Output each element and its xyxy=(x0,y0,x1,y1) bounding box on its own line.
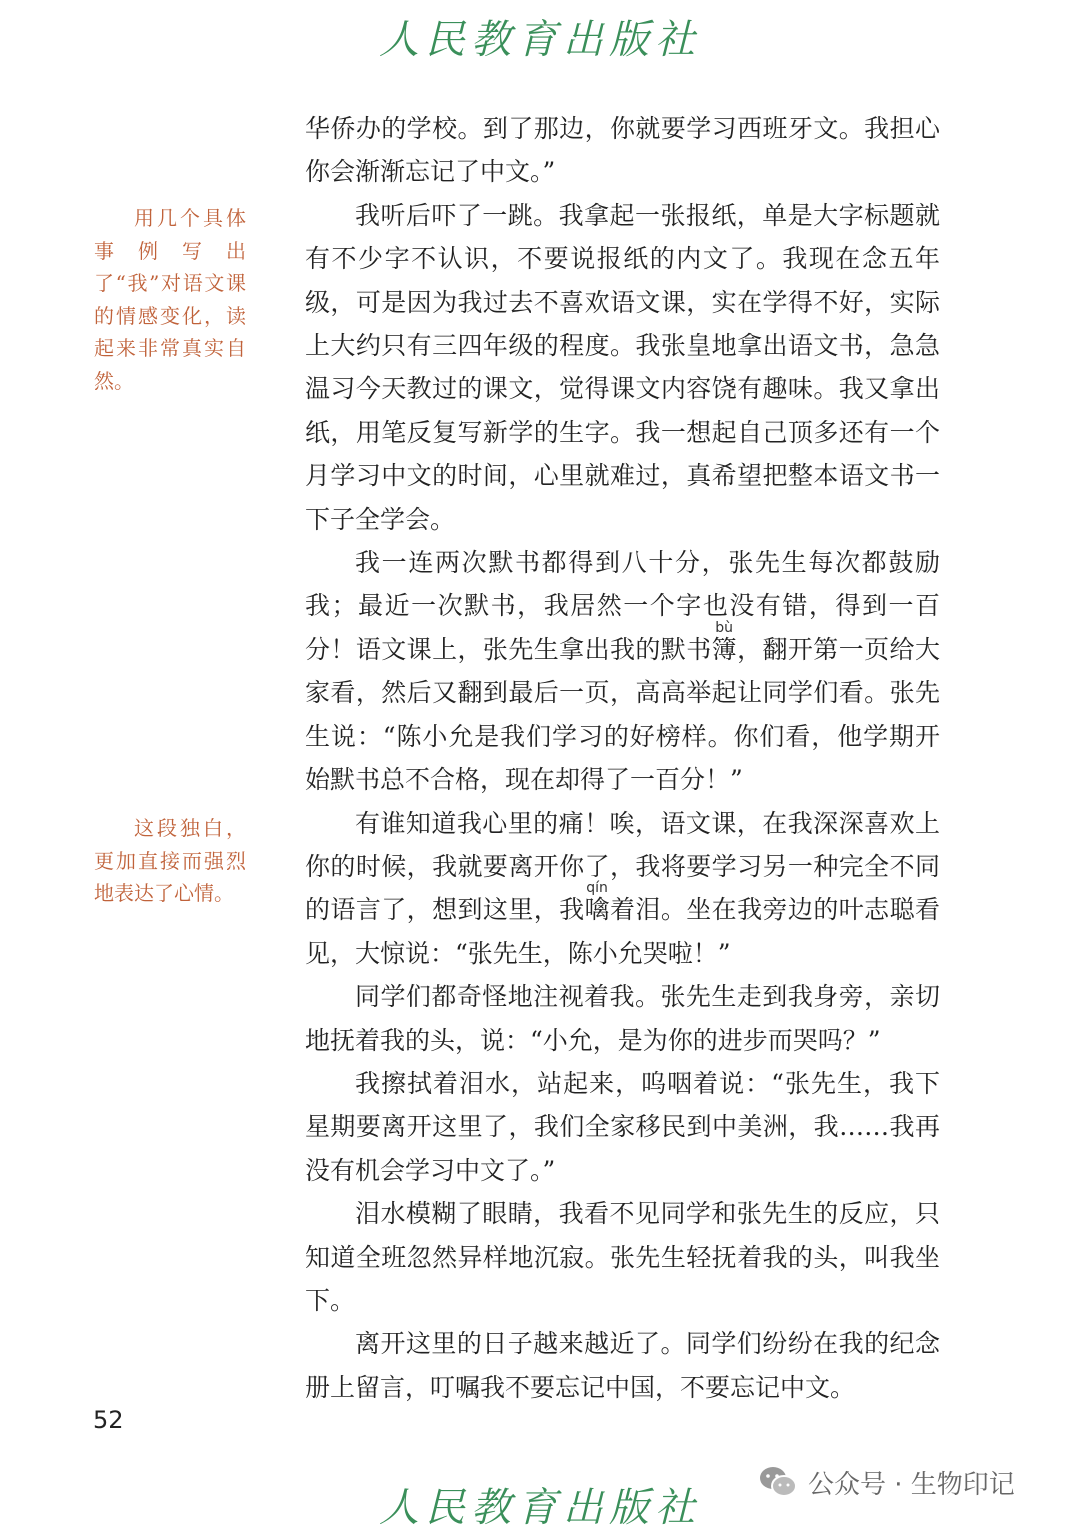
article-body xyxy=(305,107,940,1409)
paragraph xyxy=(305,541,940,801)
paragraph xyxy=(305,802,940,976)
pinyin-annotation: 簿bù xyxy=(711,619,738,664)
paragraph-text: 我一连两次默书都得到八十分，张先生每次都鼓励我；最近一次默书，我居然一个字也没有错，得到一百分！语文课上，张先生拿出我的默书 xyxy=(305,548,940,664)
paragraph: 离开这里的日子越来越近了。同学们纷纷在我的纪念册上留言，叮嘱我不要忘记中国，不要忘记中文。 xyxy=(305,1329,940,1402)
paragraph: 我擦拭着泪水，站起来，呜咽着说：“张先生，我下星期要离开这里了，我们全家移民到中美洲，我……我再没有机会学习中文了。” xyxy=(305,1068,940,1185)
paragraph-text: 着泪。坐在我旁边的叶志聪看见，大惊说：“张先生，陈小允哭啦！” xyxy=(305,895,940,968)
publisher-logo-top: 人民教育出版社 xyxy=(379,17,701,63)
watermark-text: 公众号 · 生物印记 xyxy=(808,1469,1015,1500)
paragraph: 同学们都奇怪地注视着我。张先生走到我身旁，亲切地抚着我的头，说：“小允，是为你的进步而哭吗？” xyxy=(305,982,940,1055)
pinyin: qín xyxy=(584,880,610,897)
paragraph: 华侨办的学校。到了那边，你就要学习西班牙文。我担心你会渐渐忘记了中文。” xyxy=(305,114,940,187)
pinyin-annotation: 噙qín xyxy=(584,880,610,925)
paragraph: 泪水模糊了眼睛，我看不见同学和张先生的反应，只知道全班忽然异样地沉寂。张先生轻抚着我的头，叫我坐下。 xyxy=(305,1199,940,1315)
margin-note: 用几个具体事例写出了“我”对语文课的情感变化，读起来非常真实自然。 xyxy=(94,206,246,393)
page-number: 52 xyxy=(93,1406,124,1434)
publisher-logo-bottom: 人民教育出版社 xyxy=(379,1485,701,1531)
wechat-icon xyxy=(758,1465,798,1499)
pinyin: bù xyxy=(711,619,737,636)
paragraph-text: ，翻开第一页给大家看，然后又翻到最后一页，高高举起让同学们看。张先生说：“陈小允是我们学习的好榜样。你们看，他学期开始默书总不合格，现在却得了一百分！” xyxy=(305,634,940,795)
watermark xyxy=(758,1462,1015,1502)
margin-note: 这段独白，更加直接而强烈地表达了心情。 xyxy=(94,816,246,905)
paragraph: 我听后吓了一跳。我拿起一张报纸，单是大字标题就有不少字不认识，不要说报纸的内文了。我现在念五年级，可是因为我过去不喜欢语文课，实在学得不好，实际上大约只有三四年级的程度。我张皇地拿出语文书，急急温习今天教过的课文，觉得课文内容饶有趣味。我又拿出纸，用笔反复写新学的生字。我一想起自己顶多还有一个月学习中文的时间，心里就难过，真希望把整本语文书一下子全学会。 xyxy=(305,200,940,534)
paragraph-text: 有谁知道我心里的痛！唉，语文课，在我深深喜欢上你的时候，我就要离开你了，我将要学习另一种完全不同的语言了，想到这里，我 xyxy=(305,808,940,925)
